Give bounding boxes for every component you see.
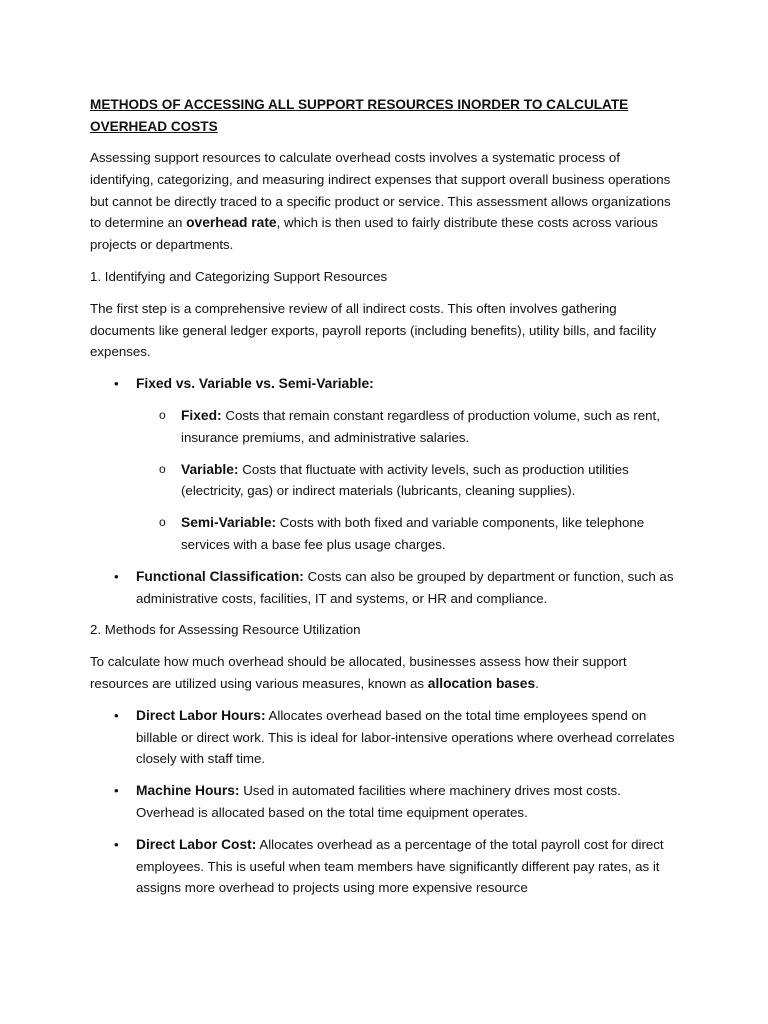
section2-bold-term: allocation bases xyxy=(427,675,536,691)
bullet-text: Costs can also be grouped by department or function, such as administrative costs, facilities, IT and systems, or HR and compliance. xyxy=(136,568,674,606)
section2-bullet-list xyxy=(90,705,680,899)
section1-paragraph: The first step is a comprehensive review of all indirect costs. This often involves gathering documents like general ledger exports, payroll reports (including benefits), utility bills, and facility expenses. xyxy=(90,300,657,360)
section1-bullet-list xyxy=(90,373,680,609)
intro-paragraph xyxy=(90,147,680,256)
intro-text-after: , which is then used to fairly distribute these costs across various projects or departments. xyxy=(90,215,658,253)
cost-type-sublist xyxy=(136,405,680,556)
bullet-term: Direct Labor Hours: xyxy=(136,707,266,723)
bullet-text: Costs with both fixed and variable components, like telephone services with a base fee plus usage charges. xyxy=(181,515,645,552)
bullet-text: Allocates overhead as a percentage of the total payroll cost for direct employees. This is useful when team members have significantly different pay rates, as it assigns more overhead to projects using more expensive resource xyxy=(136,836,664,896)
bullet-text: Costs that remain constant regardless of production volume, such as rent, insurance premiums, and administrative salaries. xyxy=(181,407,660,445)
section1-heading: 1. Identifying and Categorizing Support Resources xyxy=(90,268,388,284)
section2-paragraph xyxy=(90,651,680,695)
bullet-text: Costs that fluctuate with activity levels, such as production utilities (electricity, gas) or indirect materials (lubricants, cleaning supplies). xyxy=(181,461,629,499)
list-item xyxy=(90,780,680,824)
section2-text-before: To calculate how much overhead should be allocated, businesses assess how their support resources are utilized using various measures, known as xyxy=(90,654,627,691)
bullet-term: Functional Classification: xyxy=(136,568,304,584)
list-item xyxy=(90,373,680,556)
bullet-term: Semi-Variable: xyxy=(181,515,277,531)
section2-heading: 2. Methods for Assessing Resource Utilization xyxy=(90,622,361,638)
list-item xyxy=(90,705,680,770)
bullet-term: Direct Labor Cost: xyxy=(136,836,257,852)
section2-text-after: . xyxy=(535,675,539,691)
bullet-text: Used in automated facilities where machinery drives most costs. Overhead is allocated based on the total time equipment operates. xyxy=(136,783,621,820)
bullet-text: Allocates overhead based on the total time employees spend on billable or direct work. This is ideal for labor-intensive operations where overhead correlates closely with staff time. xyxy=(136,707,675,767)
list-item xyxy=(136,405,680,449)
bullet-term: Fixed vs. Variable vs. Semi-Variable: xyxy=(136,376,374,392)
bullet-term: Variable: xyxy=(181,461,239,477)
bullet-term: Fixed: xyxy=(181,407,222,423)
intro-bold-term: overhead rate xyxy=(186,215,277,231)
intro-text-before: Assessing support resources to calculate overhead costs involves a systematic process of identifying, categorizing, and measuring indirect expenses that support overall business operations but cannot be directly traced to a specific product or service. This assessment allows organizations to determine an xyxy=(90,150,671,231)
list-item xyxy=(90,566,680,610)
list-item xyxy=(136,512,680,556)
document-title: METHODS OF ACCESSING ALL SUPPORT RESOURCES INORDER TO CALCULATE OVERHEAD COSTS xyxy=(90,97,629,134)
bullet-term: Machine Hours: xyxy=(136,783,240,799)
list-item xyxy=(136,459,680,503)
list-item xyxy=(90,834,680,899)
